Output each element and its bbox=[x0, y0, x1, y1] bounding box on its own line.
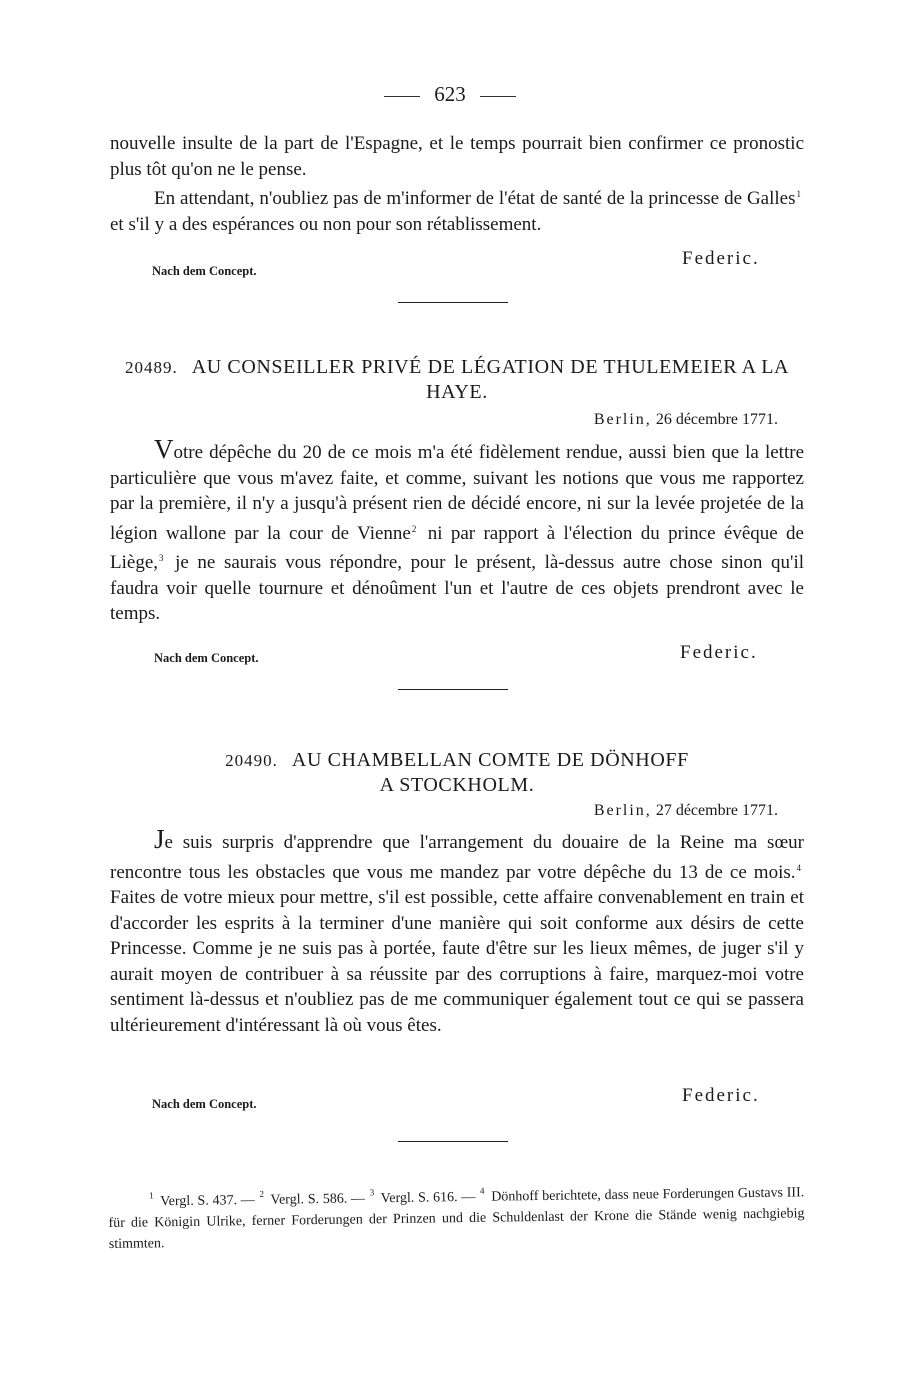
section-divider bbox=[398, 689, 508, 690]
footnote-ref-1: 1 bbox=[796, 189, 801, 199]
footnote-ref-3: 3 bbox=[159, 553, 164, 563]
letter-20489-source-note: Nach dem Concept. bbox=[154, 651, 259, 665]
footnote-1: Vergl. S. 437. — bbox=[156, 1192, 259, 1210]
letter-20490-paragraph bbox=[110, 824, 804, 1038]
letter-heading-line-2: A STOCKHOLM. bbox=[379, 774, 535, 796]
letter-20490-body bbox=[110, 824, 804, 1038]
body-text-2: Faites de votre mieux pour mettre, s'il est possible, cette affaire convenablement en train et d'accorder les esprits à la terminer d'une manière qui soit conforme aux désirs de cette Princesse. Comme je ne suis pas à portée, faute d'être sur les lieux mêmes, de juger s'il y aurait moyen de contribuer à sa réussite par des corruptions à faire, marquez-moi votre sentiment là-dessus et n'oubliez pas de me communiquer également tout ce qui se passera ultérieurement d'intéressant là où vous êtes. bbox=[110, 887, 804, 1036]
letter-number: 20490. bbox=[225, 751, 278, 770]
footnote-marker-4: 4 bbox=[479, 1185, 485, 1196]
letter-20490-source-note: Nach dem Concept. bbox=[152, 1097, 257, 1111]
letter-20490-dateline bbox=[594, 802, 778, 820]
footnote-ref-2: 2 bbox=[411, 523, 417, 534]
letter-20490-heading bbox=[110, 748, 804, 798]
letter-20490-signature: Federic. bbox=[682, 1085, 760, 1106]
header-dash-left bbox=[384, 96, 420, 97]
letter-20489-dateline bbox=[594, 411, 778, 429]
body-text-2: ni par rapport à l'élection du prince évêque de Liège, bbox=[110, 522, 804, 573]
footnote-ref-4: 4 bbox=[796, 862, 801, 873]
dateline-date: 27 décembre 1771. bbox=[655, 802, 778, 819]
letter-heading-text-1: AU CHAMBELLAN COMTE DE DÖNHOFF bbox=[291, 749, 689, 771]
letter-20489-body bbox=[110, 434, 804, 627]
intro-source-note: Nach dem Concept. bbox=[152, 264, 257, 278]
intro-text bbox=[110, 131, 804, 237]
letter-20489-paragraph bbox=[110, 434, 804, 627]
page-number: 623 bbox=[434, 82, 466, 106]
body-text-3: je ne saurais vous répondre, pour le présent, là-dessus autre chose sinon qu'il faudra voir quelle tournure et dénoûment l'un et l'autre de ces objets prendront avec le temps. bbox=[110, 552, 804, 624]
footnotes bbox=[108, 1176, 805, 1255]
body-text-1: e suis surpris d'apprendre que l'arrangement du douaire de la Reine ma sœur rencontre tous les obstacles que vous me mandez par votre dépêche du 13 de ce mois. bbox=[110, 832, 804, 883]
footnote-indent bbox=[108, 1205, 148, 1206]
footnote-marker-3: 3 bbox=[369, 1187, 375, 1198]
letter-20489-heading bbox=[110, 355, 804, 405]
footnote-3: Vergl. S. 616. — bbox=[377, 1189, 480, 1207]
body-text-1: otre dépêche du 20 de ce mois m'a été fidèlement rendue, aussi bien que la lettre particulière que vous m'avez faite, et comme, suivant les notions que vous me rapportez par la première, il n'y a jusqu'à présent rien de décidé encore, ni sur la levée projetée de la légion wallone par la cour de Vienne bbox=[110, 442, 804, 544]
letter-heading-line-1 bbox=[110, 748, 804, 773]
letter-20489-signature: Federic. bbox=[680, 642, 758, 663]
intro-paragraph-2-b: et s'il y a des espérances ou non pour son rétablissement. bbox=[110, 213, 542, 235]
dateline-date: 26 décembre 1771. bbox=[655, 411, 778, 428]
dropcap: J bbox=[154, 824, 165, 854]
intro-paragraph-2 bbox=[110, 182, 804, 237]
dateline-city: Berlin, bbox=[593, 411, 652, 428]
intro-paragraph-2-a: En attendant, n'oubliez pas de m'informer de l'état de santé de la princesse de Galles bbox=[154, 188, 796, 209]
page-header bbox=[0, 82, 900, 107]
section-divider bbox=[398, 1141, 508, 1142]
footnote-4: Dönhoff berichtete, dass neue Forderungen Gustavs III. für die Königin Ulrike, ferner Forderungen der Prinzen und die Schuldenlast der Krone die Stände wenig nachgiebig stimmten. bbox=[108, 1185, 805, 1252]
dateline-city: Berlin, bbox=[593, 802, 652, 819]
letter-number: 20489. bbox=[124, 358, 178, 377]
intro-paragraph-1: nouvelle insulte de la part de l'Espagne, et le temps pourrait bien confirmer ce pronostic plus tôt qu'on ne le pense. bbox=[110, 133, 804, 180]
dropcap: V bbox=[154, 434, 174, 464]
header-dash-right bbox=[480, 96, 516, 97]
footnote-marker-1: 1 bbox=[149, 1190, 154, 1201]
letter-heading-text: AU CONSEILLER PRIVÉ DE LÉGATION DE THULEMEIER A LA HAYE. bbox=[191, 356, 790, 403]
footnote-2: Vergl. S. 586. — bbox=[266, 1191, 369, 1208]
footnote-marker-2: 2 bbox=[259, 1188, 264, 1199]
intro-signature: Federic. bbox=[682, 248, 760, 269]
section-divider bbox=[398, 302, 508, 303]
